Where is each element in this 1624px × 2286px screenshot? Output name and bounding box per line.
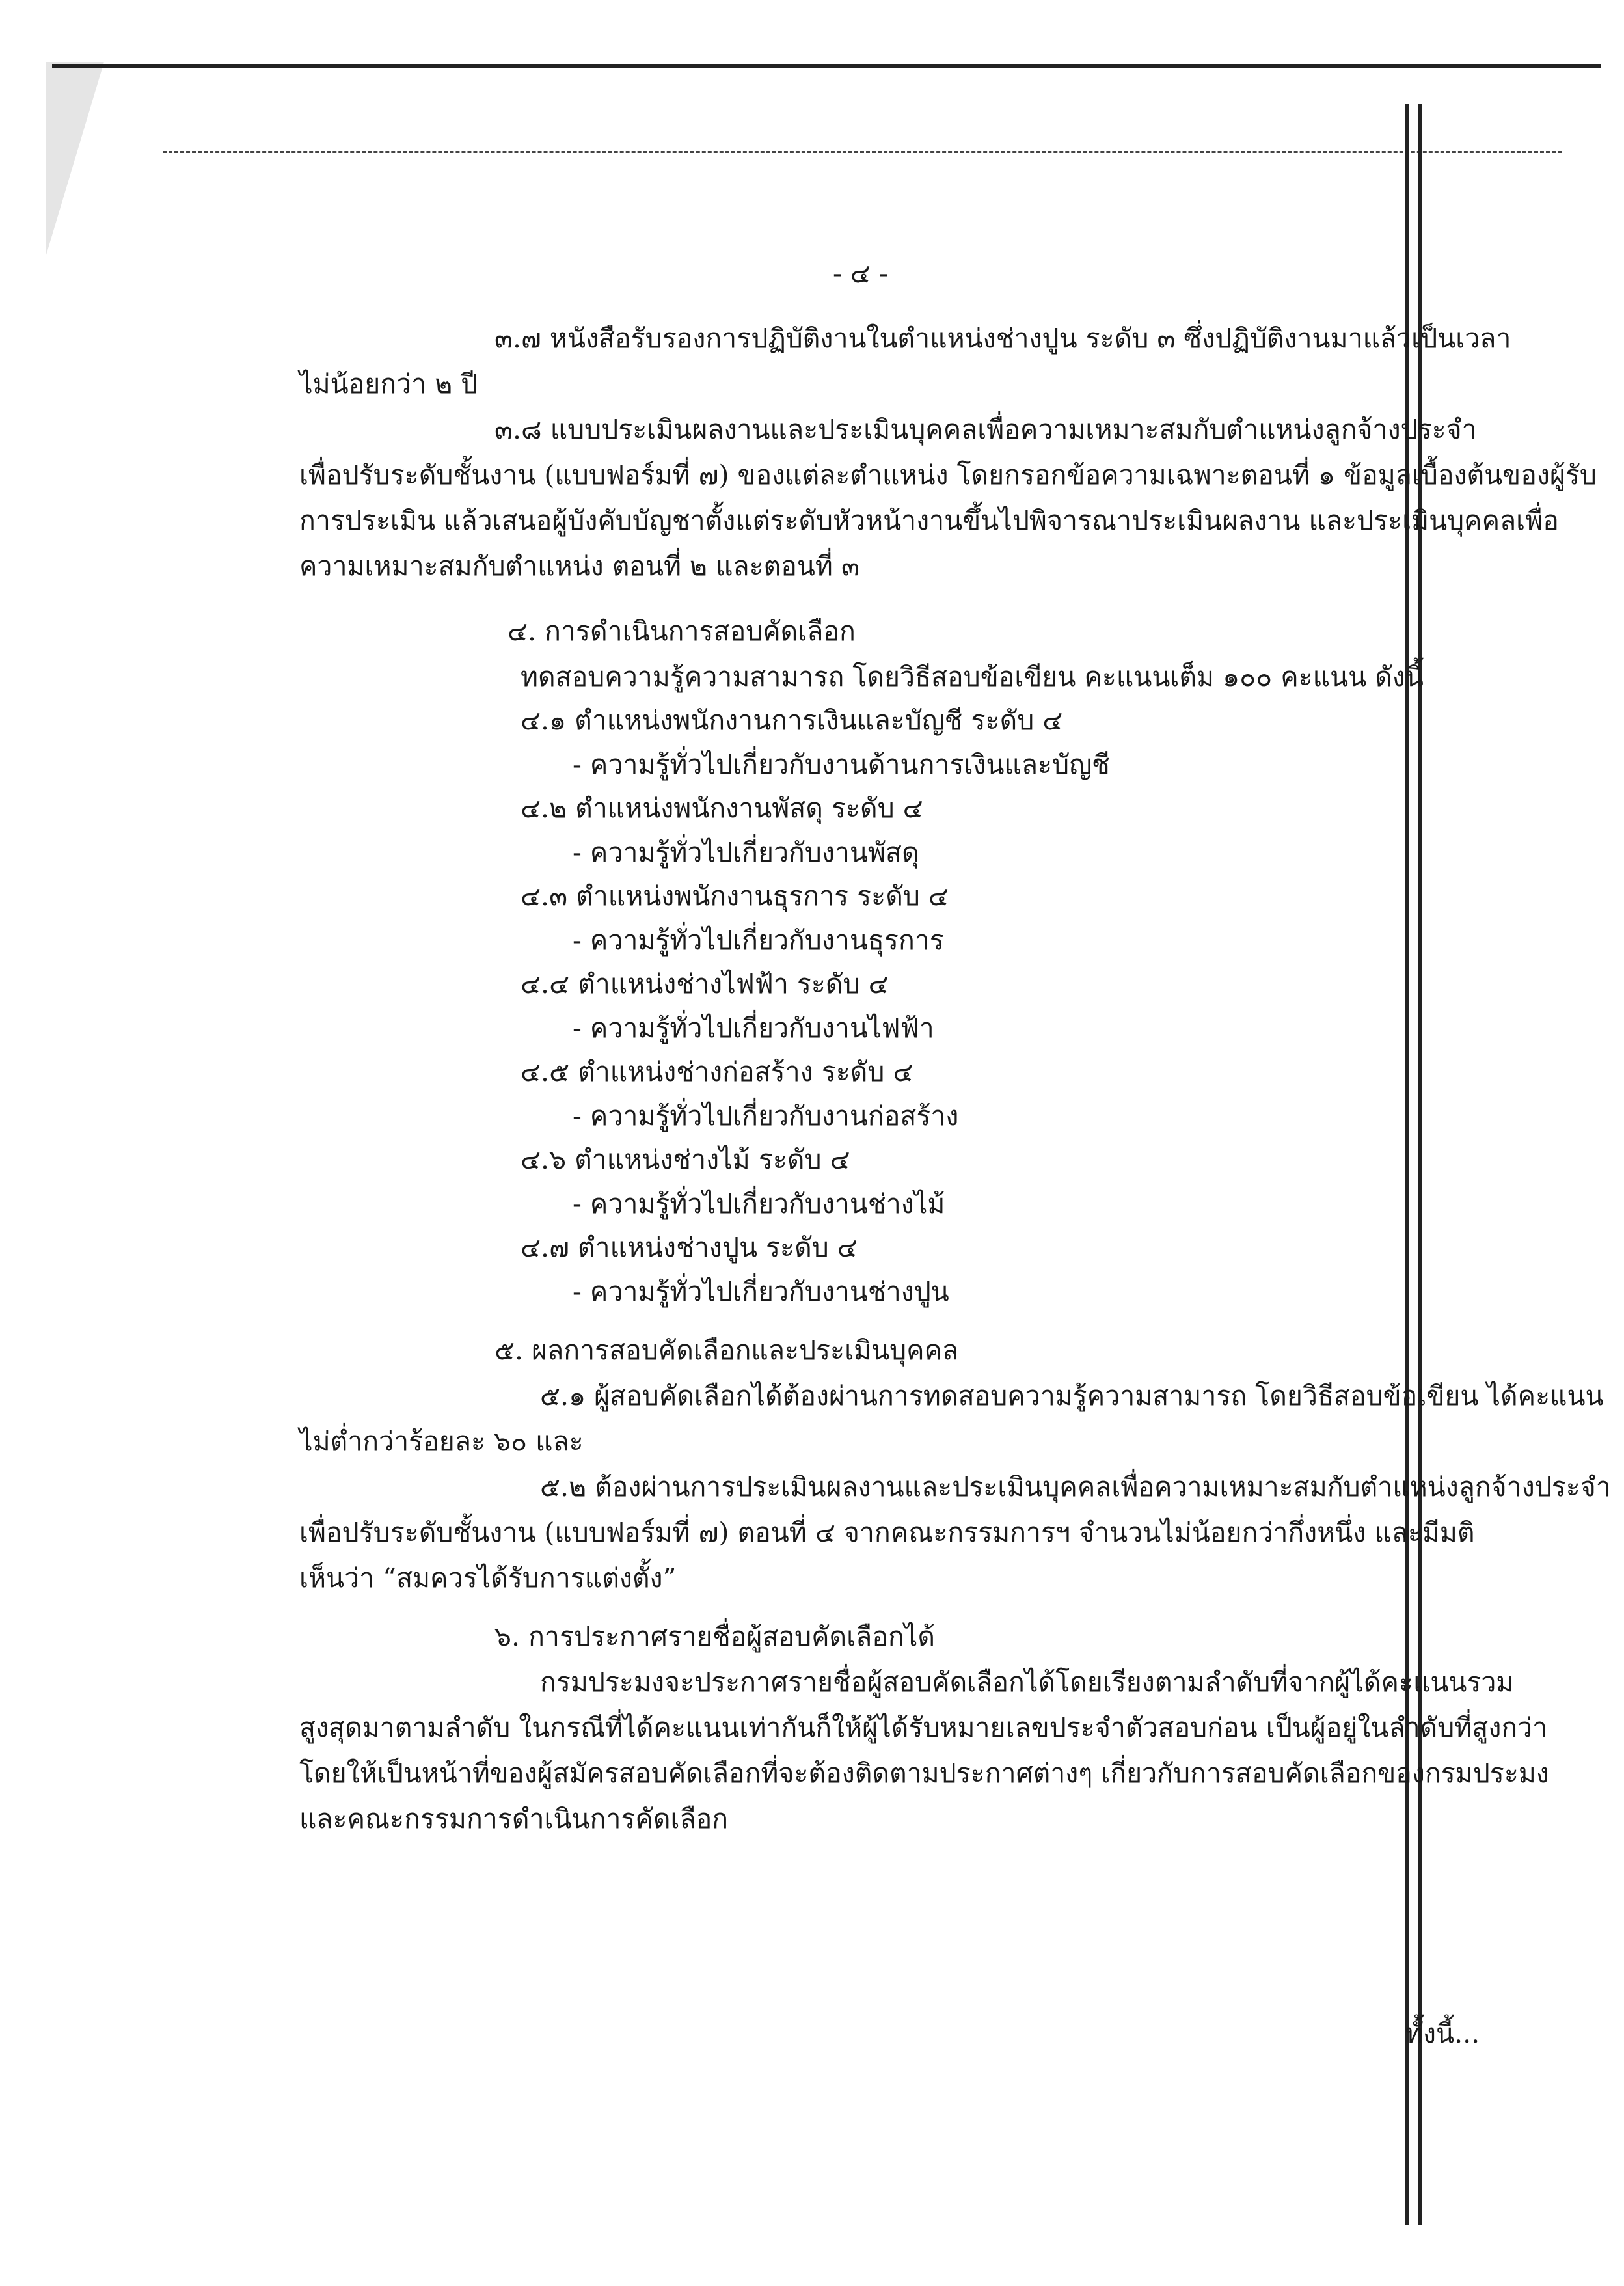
list-item: ๔.๖ ตำแหน่งช่างไม้ ระดับ ๔ [521,1144,850,1175]
paragraph-line: ๕.๑ ผู้สอบคัดเลือกได้ต้องผ่านการทดสอบความรู้ความสามารถ โดยวิธีสอบข้อเขียน ได้คะแนน [540,1380,1604,1411]
scan-top-edge [52,64,1601,68]
list-item: ๔.๒ ตำแหน่งพนักงานพัสดุ ระดับ ๔ [521,793,923,824]
list-subitem: - ความรู้ทั่วไปเกี่ยวกับงานก่อสร้าง [573,1100,959,1132]
list-item: ๔.๔ ตำแหน่งช่างไฟฟ้า ระดับ ๔ [521,968,889,1000]
page-number: - ๔ - [833,258,888,289]
list-subitem: - ความรู้ทั่วไปเกี่ยวกับงานไฟฟ้า [573,1013,934,1044]
list-subitem: - ความรู้ทั่วไปเกี่ยวกับงานช่างไม้ [573,1188,945,1219]
section-heading: ๖. การประกาศรายชื่อผู้สอบคัดเลือกได้ [494,1621,936,1652]
paragraph-line: เห็นว่า “สมควรได้รับการแต่งตั้ง” [299,1562,677,1594]
list-item: ๔.๕ ตำแหน่งช่างก่อสร้าง ระดับ ๔ [521,1056,914,1087]
list-subitem: - ความรู้ทั่วไปเกี่ยวกับงานด้านการเงินและบัญชี [573,749,1110,780]
paragraph-line: ๓.๘ แบบประเมินผลงานและประเมินบุคคลเพื่อความเหมาะสมกับตำแหน่งลูกจ้างประจำ [494,414,1477,445]
paragraph-line: เพื่อปรับระดับชั้นงาน (แบบฟอร์มที่ ๗) ของแต่ละตำแหน่ง โดยกรอกข้อความเฉพาะตอนที่ ๑ ข้อมูลเบื้องต้นของผู้รับ [299,459,1597,491]
list-subitem: - ความรู้ทั่วไปเกี่ยวกับงานธุรการ [573,925,944,956]
paragraph-line: ๓.๗ หนังสือรับรองการปฏิบัติงานในตำแหน่งช่างปูน ระดับ ๓ ซึ่งปฏิบัติงานมาแล้วเป็นเวลา [494,323,1511,354]
paragraph-line: เพื่อปรับระดับชั้นงาน (แบบฟอร์มที่ ๗) ตอนที่ ๔ จากคณะกรรมการฯ จำนวนไม่น้อยกว่ากึ่งหนึ่ง และมีมติ [299,1517,1475,1548]
paragraph-line: โดยให้เป็นหน้าที่ของผู้สมัครสอบคัดเลือกที่จะต้องติดตามประกาศต่างๆ เกี่ยวกับการสอบคัดเลือกของกรมประมง [299,1758,1549,1789]
list-subitem: - ความรู้ทั่วไปเกี่ยวกับงานพัสดุ [573,837,919,868]
list-item: ๔.๓ ตำแหน่งพนักงานธุรการ ระดับ ๔ [521,880,949,912]
scan-dotted-edge [163,151,1562,153]
continuation-mark: ทั้งนี้... [1405,2018,1480,2049]
paragraph-line: ๕.๒ ต้องผ่านการประเมินผลงานและประเมินบุคคลเพื่อความเหมาะสมกับตำแหน่งลูกจ้างประจำ [540,1471,1611,1503]
paragraph-line: ความเหมาะสมกับตำแหน่ง ตอนที่ ๒ และตอนที่ ๓ [299,551,860,582]
paragraph-line: และคณะกรรมการดำเนินการคัดเลือก [299,1803,729,1834]
list-item: ๔.๑ ตำแหน่งพนักงานการเงินและบัญชี ระดับ ๔ [521,705,1063,736]
list-item: ๔.๗ ตำแหน่งช่างปูน ระดับ ๔ [521,1232,858,1263]
section-heading: ๔. การดำเนินการสอบคัดเลือก [508,616,856,647]
section-heading: ๕. ผลการสอบคัดเลือกและประเมินบุคคล [494,1335,959,1366]
paragraph-line: ทดสอบความรู้ความสามารถ โดยวิธีสอบข้อเขียน คะแนนเต็ม ๑๐๐ คะแนน ดังนี้ [521,661,1424,692]
paragraph-line: ไม่น้อยกว่า ๒ ปี [299,368,478,400]
paragraph-line: ไม่ต่ำกว่าร้อยละ ๖๐ และ [299,1426,584,1457]
paragraph-line: สูงสุดมาตามลำดับ ในกรณีที่ได้คะแนนเท่ากันก็ให้ผู้ได้รับหมายเลขประจำตัวสอบก่อน เป็นผู้อยู่ในลำดับที่สูงกว่า [299,1712,1548,1743]
folded-corner [46,62,104,257]
paragraph-line: การประเมิน แล้วเสนอผู้บังคับบัญชาตั้งแต่ระดับหัวหน้างานขึ้นไปพิจารณาประเมินผลงาน และประเมินบุคคลเพื่อ [299,505,1559,536]
paragraph-line: กรมประมงจะประกาศรายชื่อผู้สอบคัดเลือกได้โดยเรียงตามลำดับที่จากผู้ได้คะแนนรวม [540,1667,1514,1698]
list-subitem: - ความรู้ทั่วไปเกี่ยวกับงานช่างปูน [573,1276,949,1307]
